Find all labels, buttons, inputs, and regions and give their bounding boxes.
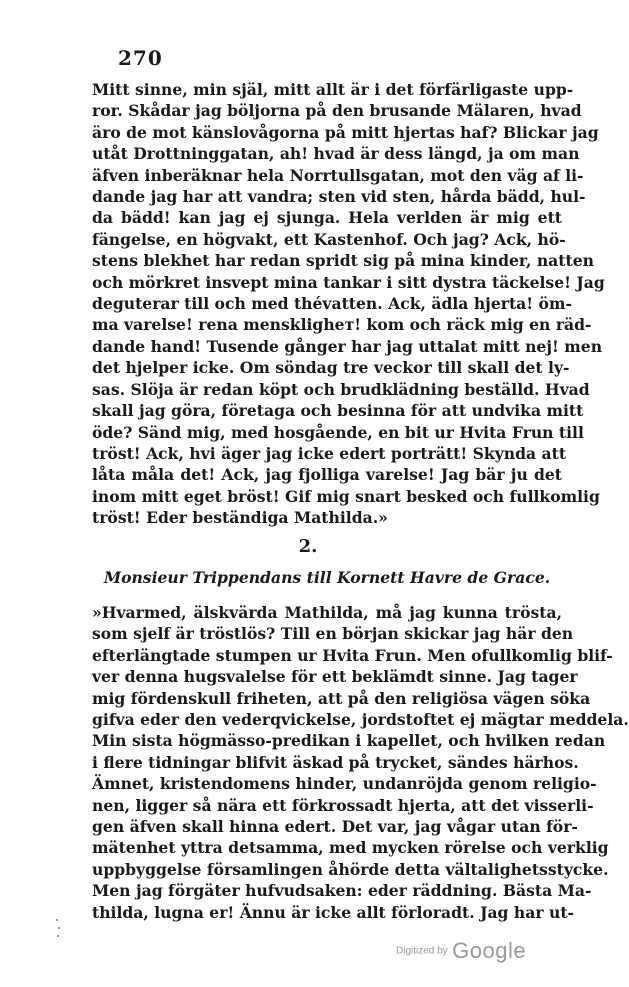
text-line: Mitt sinne, min själ, mitt allt är i det förfärligaste upp-	[92, 80, 574, 99]
text-line: uppbyggelse församlingen åhörde detta vältalighetsstycke.	[92, 859, 609, 879]
text-line: stens blekhet har redan spridt sig på mina kinder, natten	[92, 251, 594, 271]
text-line: Min sista högmässo-predikan i kapellet, och hvilken redan	[92, 731, 606, 751]
text-line: efterlängtade stumpen ur Hvita Frun. Men ofullkomlig blif-	[92, 645, 613, 665]
text-line: det hjelper icke. Om söndag tre veckor till skall det ly-	[92, 358, 570, 378]
text-line: dande hand! Tusende gånger har jag uttalat mitt nej! men	[92, 336, 603, 356]
text-line: inom mitt eget bröst! Gif mig snart besked och fullkomlig	[92, 486, 600, 506]
text-line: och mörkret insvept mina tankar i sitt dystra täckelse! Jag	[92, 272, 605, 292]
page-number: 270	[118, 46, 163, 70]
letter-heading: Monsieur Trippendans till Kornett Havre de Grace.	[103, 568, 551, 587]
text-line: ver denna hugsvalelse för ett beklämdt sinne. Jag tager	[92, 667, 578, 687]
text-line: da bädd! kan jag ej sjunga. Hela verlden är mig ett	[92, 208, 562, 228]
section-number: 2.	[298, 536, 318, 557]
text-line: deguterar till och med thévatten. Ack, ädla hjerta! öm-	[92, 294, 572, 314]
digitized-watermark	[396, 938, 526, 964]
text-line: sas. Slöja är redan köpt och brudklädning beställd. Hvad	[92, 379, 590, 399]
letter-body-trippendans	[92, 602, 629, 923]
text-line: äfven inberäknar hela Norrtullsgatan, mot den väg af li-	[92, 165, 584, 185]
text-line: skall jag göra, företaga och besinna för att undvika mitt	[92, 401, 584, 421]
watermark-prefix: Digitized by	[396, 945, 448, 957]
google-logo-text: Google	[452, 938, 527, 963]
scan-specks	[54, 915, 64, 945]
text-line: gifva eder den vederqvickelse, jordstoftet ej mägtar meddela.	[92, 710, 629, 730]
text-line: öde? Sänd mig, med hosgående, en bit ur Hvita Frun till	[92, 422, 584, 442]
text-line: Ämnet, kristendomens hinder, undanröjda genom religio-	[92, 774, 597, 794]
text-line: som sjelf är tröstlös? Till en början skickar jag här den	[92, 624, 574, 644]
text-line: dande jag har att vandra; sten vid sten, hårda bädd, hul-	[92, 187, 586, 207]
text-line: fängelse, en högvakt, ett Kastenhof. Och jag? Ack, hö-	[92, 229, 566, 249]
text-line: ma varelse! rena menskligheт! kom och räck mig en räd-	[92, 315, 592, 335]
text-line: nen, ligger så nära ett förkrossadt hjerta, att det visserli-	[92, 795, 594, 815]
text-line: ror. Skådar jag böljorna på den brusande Mälaren, hvad	[92, 101, 582, 121]
text-line: äro de mot känslovågorna på mitt hjertas haf? Blickar jag	[92, 122, 599, 142]
text-line: utåt Drottninggatan, ah! hvad är dess längd, ja om man	[92, 144, 580, 164]
text-line: låta måla det! Ack, jag fjolliga varelse! Jag bär ju det	[92, 465, 562, 485]
text-line: »Hvarmed, älskvärda Mathilda, må jag kunna trösta,	[92, 603, 562, 622]
text-line: Men jag förgäter hufvudsaken: eder räddning. Bästa Ma-	[92, 881, 592, 901]
text-line: gen äfven skall hinna edert. Det var, jag vågar utan för-	[92, 817, 578, 837]
text-line: i flere tidningar blifvit äskad på trycket, sändes härhos.	[92, 752, 579, 772]
letter-body-mathilda	[92, 79, 605, 529]
text-line: tröst! Ack, hvi äger jag icke edert porträtt! Skynda att	[92, 443, 567, 463]
text-line: thilda, lugna er! Ännu är icke allt förloradt. Jag har ut-	[92, 902, 574, 922]
text-line: tröst! Eder beständiga Mathilda.»	[92, 508, 388, 528]
text-line: mig fördenskull friheten, att på den religiösa vägen söka	[92, 688, 591, 708]
text-line: mätenhet yttra detsamma, med mycken rörelse och verklig	[92, 838, 609, 858]
